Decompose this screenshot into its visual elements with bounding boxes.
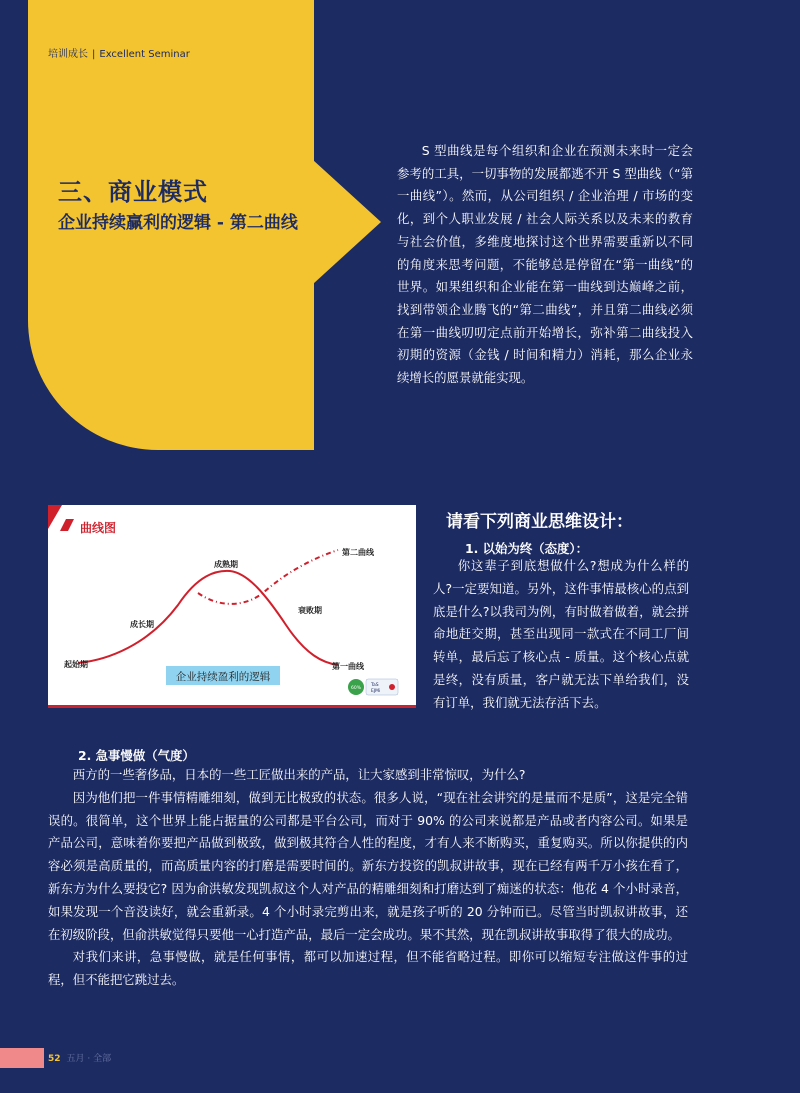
page-number: 52: [48, 1054, 61, 1064]
badge-percent: 60%: [350, 686, 362, 691]
label-second-curve: 第二曲线: [342, 548, 374, 557]
header-separator: |: [92, 49, 96, 60]
badge-top-text: TaS: [371, 683, 379, 688]
header-section-en: Excellent Seminar: [99, 49, 190, 60]
label-start: 起始期: [64, 660, 88, 669]
point2-paragraph-2: 因为他们把一件事情精雕细刻，做到无比极致的状态。很多人说，“现在社会讲究的是量而不是质”，这是完全错误的。很简单，这个世界上能占据量的公司都是平台公司，而对于 90% 的公司来说都是产品或者内容公司。如果是产品公司，意味着你要把产品做到极致，做到极其符合人性的程度，才有人来不断购买，重复购买。所以你提供的内容必须是高质量的，而高质量内容的打磨是需要时间的。新东方投资的凯叔讲故事，现在已经有两千万小孩在看了，新东方为什么要投它? 因为俞洪敏发现凯叔这个人对产品的精雕细刻和打磨达到了痴迷的状态：他花 4 个小时录音，如果发现一个音没读好，就会重新录。4 个小时录完剪出来，就是孩子听的 20 分钟而已。尽管当时凯叔讲故事，还在初级阶段，但俞洪敏觉得只要他一心打造产品，最后一定会成功。果不其然，现在凯叔讲故事取得了很大的成功。: [48, 789, 688, 942]
figure-caption: 企业持续盈利的逻辑: [175, 671, 271, 683]
first-curve-line: [78, 571, 338, 665]
figure-heading: 曲线图: [80, 521, 117, 535]
badge-red-dot: [389, 684, 395, 690]
design-heading: 请看下列商业思维设计：: [446, 512, 633, 532]
point1-title: 1. 以始为终（态度）：: [465, 541, 588, 556]
intro-paragraph: S 型曲线是每个组织和企业在预测未来时一定会参考的工具，一切事物的发展都逃不开 S 型曲线（“第一曲线”）。然而，从公司组织 / 企业治理 / 市场的变化，到个人职业发展 / 社会人际关系以及未来的教育与社会价值，多维度地探讨这个世界需要重新以不同的角度来思考问题，不能够总是停留在“第一曲线”的世界。如果组织和企业能在第一曲线到达巅峰之前，找到带领企业腾飞的“第二曲线”，并且第二曲线必须在第一曲线叨叨定点前开始增长，弥补第二曲线投入初期的资源（金钱 / 时间和精力）消耗，那么企业永续增长的愿景就能实现。: [397, 143, 693, 386]
point1-paragraph: 你这辈子到底想做什么?想成为什么样的人?一定要知道。另外，这件事情最核心的点到底是什么?以我司为例，有时做着做着，就会拼命地赶交期，甚至出现同一款式在不同工厂间转单，最后忘了核心点 - 质量。这个核心点就是终，没有质量，客户就无法下单给我们，没有订单，我们就无法存活下去。: [433, 558, 689, 710]
point2-title: 2. 急事慢做（气度）: [78, 748, 195, 763]
page-folio: [48, 1051, 111, 1064]
running-header: [48, 45, 190, 60]
label-first-curve: 第一曲线: [332, 662, 364, 671]
label-growth: 成长期: [130, 620, 154, 629]
curve-figure: [48, 505, 416, 708]
section-title: 三、商业模式: [58, 178, 208, 206]
yellow-arrow-pointer: [313, 160, 381, 284]
section-subtitle: 企业持续赢利的逻辑 - 第二曲线: [58, 213, 298, 233]
label-decline: 衰败期: [298, 606, 322, 615]
point2-paragraph-1: 西方的一些奢侈品，日本的一些工匠做出来的产品，让大家感到非常惊叹，为什么?: [72, 767, 526, 782]
second-curve-line: [198, 550, 338, 604]
header-section-cn: 培训成长: [48, 49, 88, 60]
folio-text: 五月 · 全部: [66, 1054, 112, 1064]
figure-corner-mark: [48, 505, 62, 529]
badge-bottom-text: EJMi: [371, 689, 381, 694]
figure-heading-marker: [60, 519, 74, 531]
folio-bar: [0, 1048, 44, 1068]
curve-figure-svg: [48, 505, 416, 705]
point2-body: [48, 764, 688, 992]
label-mature: 成熟期: [214, 560, 238, 569]
point2-paragraph-3: 对我们来讲，急事慢做，就是任何事情，都可以加速过程，但不能省略过程。即你可以缩短专注做这件事的过程，但不能把它跳过去。: [48, 949, 688, 988]
